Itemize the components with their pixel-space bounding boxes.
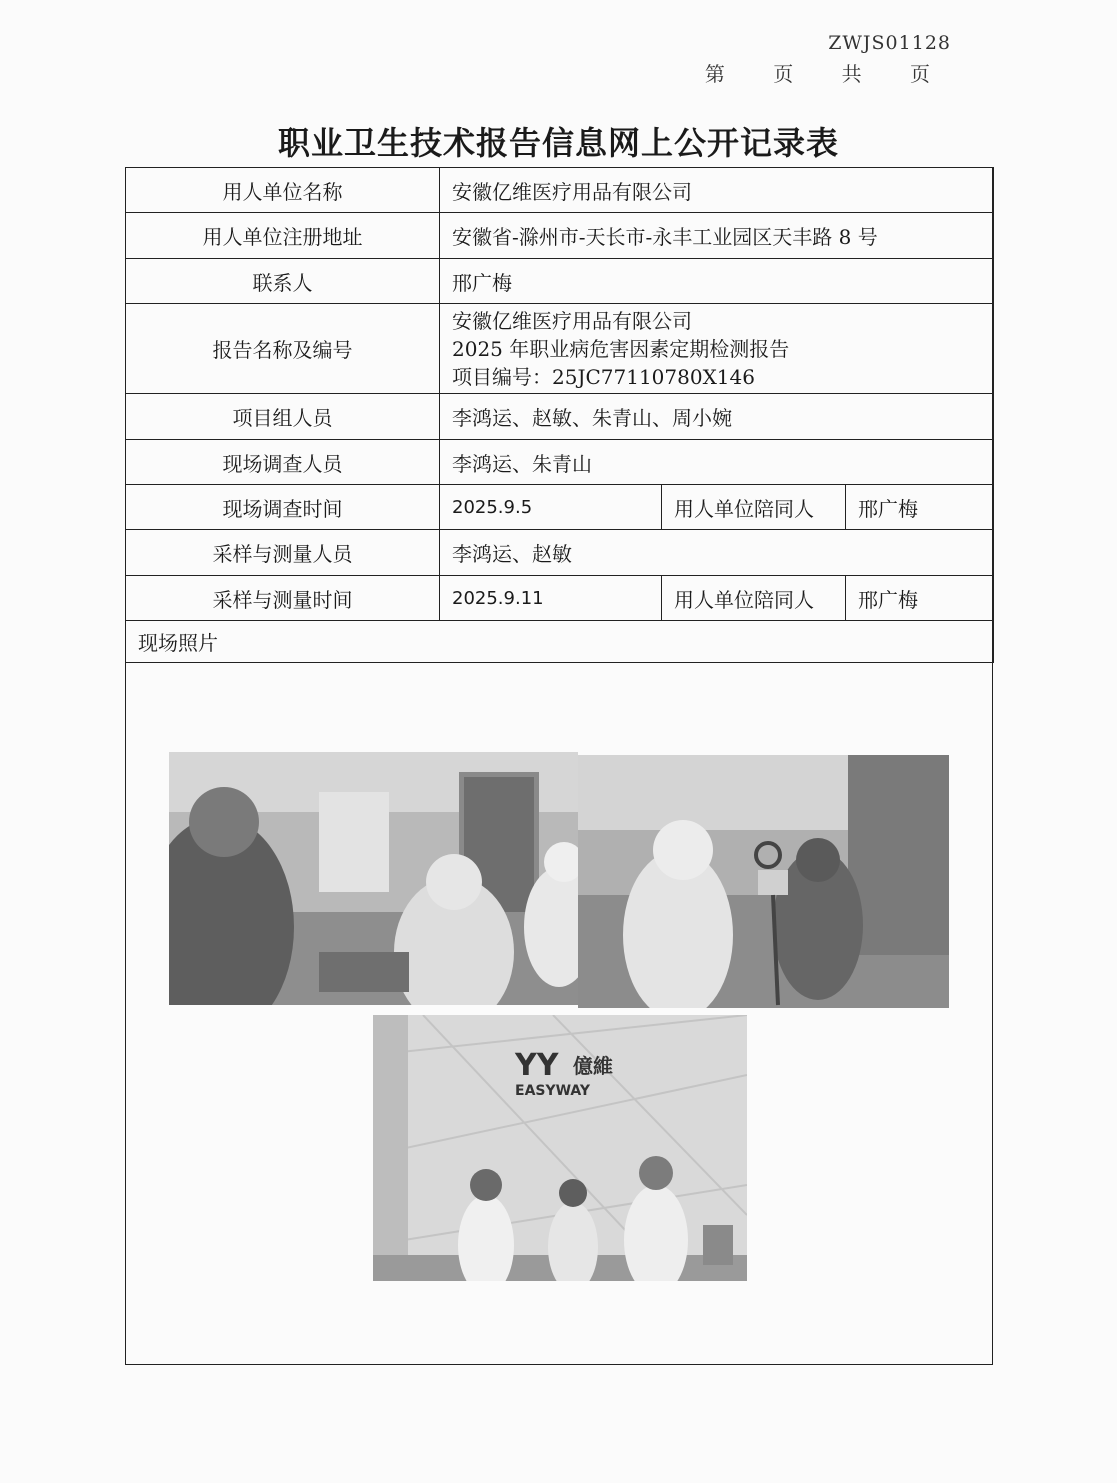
logo-mark-icon: YY	[515, 1048, 559, 1083]
report-subtitle: 2025 年职业病危害因素定期检测报告	[452, 336, 790, 361]
row-sampling-staff	[126, 530, 994, 576]
address-label: 用人单位注册地址	[126, 213, 440, 259]
row-report	[126, 304, 994, 394]
logo-en-text: EASYWAY	[515, 1083, 591, 1099]
survey-time-value: 2025.9.5	[440, 485, 662, 530]
team-value: 李鸿运、赵敏、朱青山、周小婉	[440, 394, 994, 440]
page-title: 职业卫生技术报告信息网上公开记录表	[277, 124, 839, 162]
survey-staff-label: 现场调查人员	[126, 440, 440, 485]
sampling-escort-value: 邢广梅	[846, 576, 994, 621]
employer-name-label: 用人单位名称	[126, 168, 440, 213]
survey-staff-value: 李鸿运、朱青山	[440, 440, 994, 485]
survey-time-label: 现场调查时间	[126, 485, 440, 530]
sampling-time-label: 采样与测量时间	[126, 576, 440, 621]
sampling-escort-label: 用人单位陪同人	[662, 576, 846, 621]
survey-escort-value: 邢广梅	[846, 485, 994, 530]
contact-label: 联系人	[126, 259, 440, 304]
team-label: 项目组人员	[126, 394, 440, 440]
workshop-photo-left	[169, 752, 578, 1005]
employer-name-value: 安徽亿维医疗用品有限公司	[440, 168, 994, 213]
row-survey-time	[126, 485, 994, 530]
row-photos-header	[126, 621, 994, 663]
page-count: 第 页 共 页	[704, 62, 951, 86]
row-contact	[126, 259, 994, 304]
row-employer-name	[126, 168, 994, 213]
workshop-photo-right	[578, 755, 949, 1008]
record-table	[125, 167, 994, 663]
reception-photo	[373, 1015, 747, 1281]
report-project-number: 项目编号：25JC77110780X146	[452, 364, 755, 389]
document-number: ZWJS01128	[828, 32, 951, 54]
row-team	[126, 394, 994, 440]
survey-escort-label: 用人单位陪同人	[662, 485, 846, 530]
report-label: 报告名称及编号	[126, 304, 440, 394]
row-sampling-time	[126, 576, 994, 621]
photos-label: 现场照片	[126, 621, 994, 663]
sampling-staff-label: 采样与测量人员	[126, 530, 440, 576]
logo-cn-text: 億維	[573, 1054, 613, 1078]
sampling-staff-value: 李鸿运、赵敏	[440, 530, 994, 576]
report-name: 安徽亿维医疗用品有限公司	[452, 308, 692, 333]
contact-value: 邢广梅	[440, 259, 994, 304]
report-value	[440, 304, 994, 394]
row-survey-staff	[126, 440, 994, 485]
row-address	[126, 213, 994, 259]
address-value: 安徽省-滁州市-天长市-永丰工业园区天丰路 8 号	[440, 213, 994, 259]
sampling-time-value: 2025.9.11	[440, 576, 662, 621]
